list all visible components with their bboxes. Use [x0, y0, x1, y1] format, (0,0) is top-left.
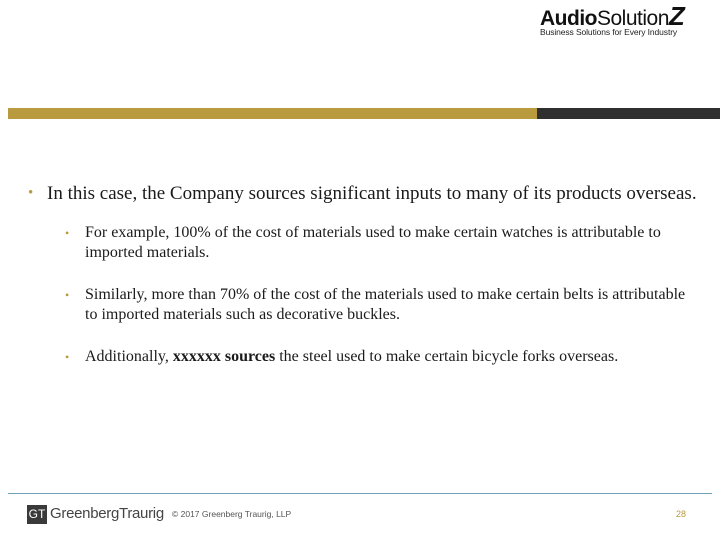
firm-name: GreenbergTraurig — [50, 505, 164, 522]
audiosolutionz-logo — [540, 1, 716, 42]
sub-bullet-text-bold: xxxxxx sources — [172, 348, 276, 365]
main-bullet-text: In this case, the Company sources significant inputs to many of its products overseas. — [47, 183, 697, 204]
bullet-icon: • — [28, 185, 34, 201]
main-bullet — [28, 182, 698, 205]
sub-bullet — [65, 285, 698, 325]
sub-bullet — [65, 223, 698, 263]
sub-bullet — [65, 347, 698, 367]
bullet-icon: • — [65, 350, 70, 364]
copyright-text: © 2017 Greenberg Traurig, LLP — [172, 509, 292, 519]
accent-bar-dark — [537, 108, 720, 119]
sub-bullet-text-before: Additionally, — [85, 348, 173, 365]
sub-bullet-list — [28, 223, 698, 367]
slide-content — [28, 182, 698, 389]
logo-part-z: Z — [668, 1, 685, 31]
logo-part-solution: Solution — [596, 7, 669, 30]
bullet-icon: • — [65, 288, 70, 302]
gt-logo-mark: GT — [27, 505, 47, 524]
accent-bar-gold — [8, 108, 537, 119]
footer-divider — [8, 493, 712, 494]
sub-bullet-text: For example, 100% of the cost of materials used to make certain watches is attributable to imported materials. — [85, 224, 661, 261]
logo-part-audio: Audio — [540, 7, 597, 30]
sub-bullet-text — [85, 348, 618, 365]
sub-bullet-text-after: the steel used to make certain bicycle forks overseas. — [275, 348, 619, 365]
page-number: 28 — [676, 509, 687, 519]
sub-bullet-text: Similarly, more than 70% of the cost of the materials used to make certain belts is attributable to imported materials such as decorative buckles. — [85, 286, 686, 323]
bullet-icon: • — [65, 226, 70, 240]
logo-tagline: Business Solutions for Every Industry — [540, 27, 678, 37]
